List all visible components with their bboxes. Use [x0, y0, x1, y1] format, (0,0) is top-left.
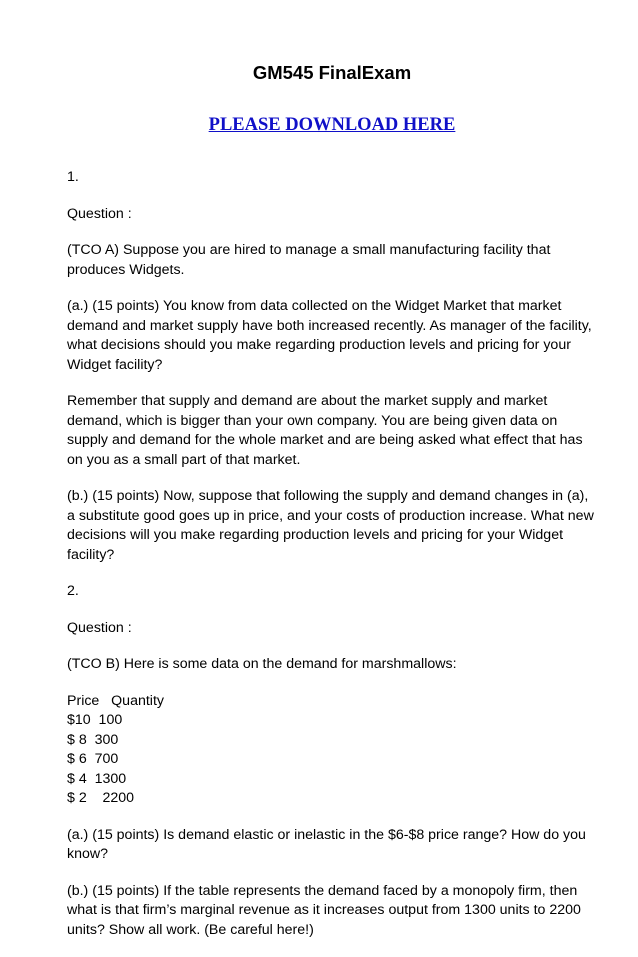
demand-table-header: Price Quantity	[67, 692, 164, 709]
question-1-number: 1.	[67, 169, 79, 185]
question-2-number: 2.	[67, 583, 79, 599]
question-1-label: Question :	[67, 205, 132, 222]
question-2-intro: (TCO B) Here is some data on the demand for marshmallows:	[67, 656, 457, 672]
demand-table-row: $ 2 2200	[67, 790, 135, 806]
demand-table-row: $10 100	[67, 712, 123, 728]
exam-content	[67, 168, 597, 957]
question-2-part-a: (a.) (15 points) Is demand elastic or inelastic in the $6-$8 price range? How do you know?	[67, 826, 586, 862]
demand-table	[67, 692, 597, 809]
question-1-intro: (TCO A) Suppose you are hired to manage a small manufacturing facility that produces Widgets.	[67, 242, 551, 278]
demand-table-row: $ 6 700	[67, 751, 119, 767]
document-title: GM545 FinalExam	[252, 62, 412, 83]
question-2-label: Question :	[67, 619, 132, 636]
question-2-part-b: (b.) (15 points) If the table represents the demand faced by a monopoly firm, then what is that firm’s marginal revenue as it increases output from 1300 units to 2200 units? Show all work. (Be careful here!)	[67, 882, 581, 938]
demand-table-row: $ 4 1300	[67, 770, 127, 787]
demand-table-row: $ 8 300	[67, 731, 119, 748]
question-1-part-a: (a.) (15 points) You know from data collected on the Widget Market that market demand and market supply have both increased recently. As manager of the facility, what decisions should you make regarding production levels and pricing for your Widget facility?	[67, 298, 592, 373]
question-1-note: Remember that supply and demand are about the market supply and market demand, which is bigger than your own company. You are being given data on supply and demand for the whole market and are being asked what effect that has on you as a small part of that market.	[67, 393, 583, 468]
question-1-part-b: (b.) (15 points) Now, suppose that following the supply and demand changes in (a), a substitute good goes up in price, and your costs of production increase. What new decisions will you make regarding production levels and pricing for your Widget facility?	[67, 488, 594, 563]
download-link[interactable]: PLEASE DOWNLOAD HERE	[208, 115, 456, 135]
